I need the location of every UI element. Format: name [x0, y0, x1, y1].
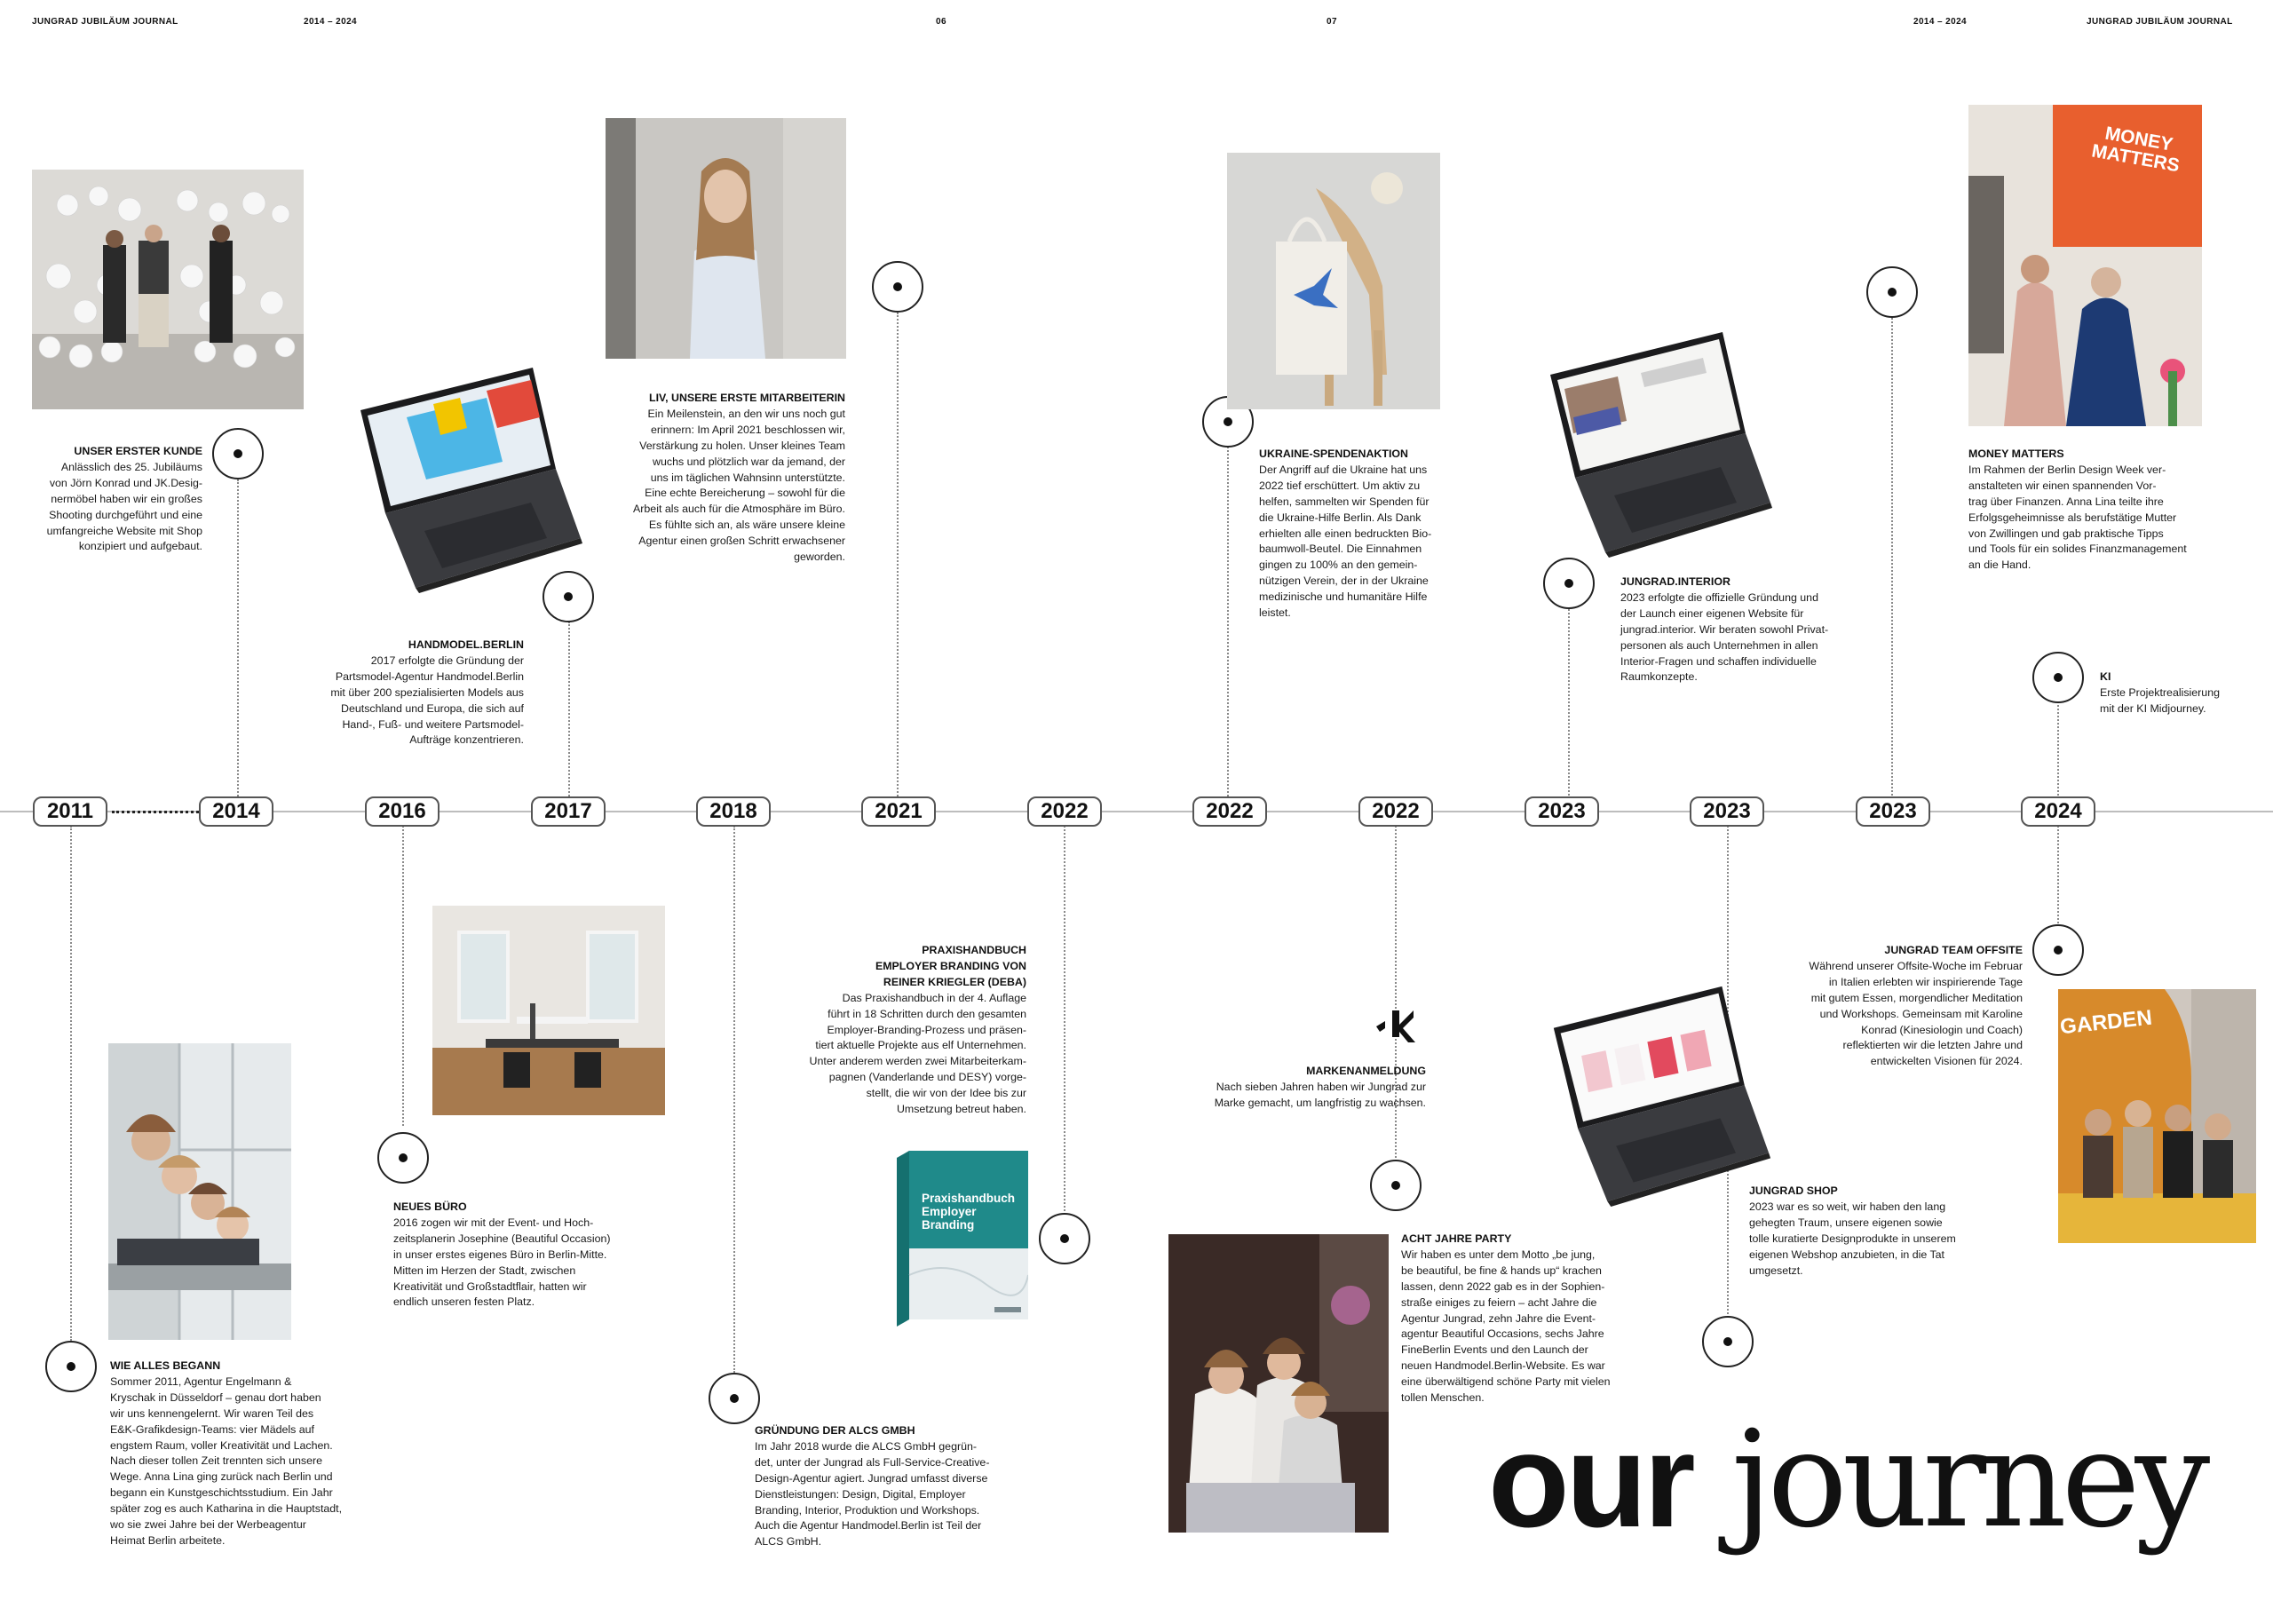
- book-title-text: Praxishandbuch Employer Branding: [922, 1192, 1016, 1232]
- year-2011: 2011: [33, 796, 107, 827]
- event-praxishandbuch: PRAXISHANDBUCH EMPLOYER BRANDING VON REINER KRIEGLER (DEBA) Das Praxishandbuch in der 4. Auflage führt in 18 Schritten durch den gesamten Employer-Branding-Prozess und präsen- tiert aktuelle Projekte aus elf Unternehmen. Unter anderem werden zwei Mitarbeiterkam- pagnen (Vanderlande und DESY) vorge- stellt, die wir von der Idee bis zur Umsetzung betreut haben.: [781, 943, 1026, 1118]
- connector-2024-ki: [2057, 701, 2059, 799]
- timeline-marker-icon: [709, 1373, 760, 1424]
- event-title: GRÜNDUNG DER ALCS GMBH: [755, 1424, 915, 1437]
- timeline-marker-icon: [45, 1341, 97, 1392]
- connector-2023-money: [1891, 318, 1893, 799]
- timeline-marker-icon: [1866, 266, 1918, 318]
- timeline-marker-icon: [1702, 1316, 1754, 1367]
- event-wie-alles-begann: WIE ALLES BEGANN Sommer 2011, Agentur Engelmann & Kryschak in Düsseldorf – genau dort haben wir uns kennengelernt. Wir waren Teil des E&K-Grafikdesign-Teams: vier Mädels auf engstem Raum, voller Kreativität und Lachen. Nach dieser tollen Zeit trennten sich unsere Wege. Anna Lina ging zurück nach Berlin und begann ein Kunstgeschichtsstudium. Ein Jahr später zog es auch Katharina in die Hauptstadt, wo sie zwei Jahre bei der Werbeagentur Heimat Berlin arbeitete.: [110, 1359, 359, 1549]
- jungrad-logo-icon: [1373, 1009, 1417, 1046]
- connector-2022-praxis: [1064, 826, 1065, 1215]
- photo-money-matters: [1968, 105, 2202, 426]
- event-neues-buero: NEUES BÜRO 2016 zogen wir mit der Event- und Hoch- zeitsplanerin Josephine (Beautiful Occasion) in unser erstes eigenes Büro in Berlin-Mitte. Mitten im Herzen der Stadt, zwischen Kreativität und Großstadtflair, hatten wir endlich unseren festen Platz.: [393, 1200, 633, 1311]
- event-jungrad-interior: JUNGRAD.INTERIOR 2023 erfolgte die offizielle Gründung und der Launch einer eigenen Website für jungrad.interior. Wir beraten sowohl Privat- personen als auch Unternehmen in allen Interior-Fragen und schaffen individuelle Raumkonzepte.: [1620, 574, 1851, 685]
- connector-2017: [568, 622, 570, 799]
- connector-2021: [897, 313, 899, 799]
- event-jungrad-shop: JUNGRAD SHOP 2023 war es so weit, wir haben den lang gehegten Traum, unsere eigenen sowie tolle kuratierte Designprodukte in unserem eigenen Webshop anzubieten, in die Tat umgesetzt.: [1749, 1184, 1989, 1279]
- event-title: LIV, UNSERE ERSTE MITARBEITERIN: [649, 392, 845, 404]
- connector-2018: [733, 826, 735, 1373]
- photo-four-girls-window: [108, 1043, 291, 1340]
- timeline-marker-icon: [377, 1132, 429, 1184]
- event-title: JUNGRAD TEAM OFFSITE: [1884, 944, 2023, 956]
- book-praxishandbuch: [897, 1151, 1028, 1327]
- event-title: EMPLOYER BRANDING VON: [875, 959, 1026, 972]
- timeline-marker-icon: [1039, 1213, 1090, 1264]
- garden-sign-text: GARDEN: [2058, 1005, 2154, 1040]
- connector-2011: [70, 826, 72, 1341]
- timeline-axis: [0, 811, 2273, 812]
- photo-new-office: [432, 906, 665, 1115]
- laptop-jungrad-shop: [1547, 982, 1774, 1208]
- event-liv-erste-mitarbeiterin: LIV, UNSERE ERSTE MITARBEITERIN Ein Meilenstein, an den wir uns noch gut erinnern: Im April 2021 beschlossen wir, Verstärkung zu holen. Unser kleines Team wuchs und plötzlich war da jemand, der uns im täglichen Wahnsinn unterstützte. Eine echte Bereicherung – sowohl für die Arbeit als auch für die Atmosphäre im Büro. Es fühlte sich an, als wäre unsere kleine Agentur einen großen Schritt erwachsener geworden.: [622, 391, 845, 566]
- timeline-marker-icon: [1370, 1160, 1422, 1211]
- photo-acht-jahre-party: [1168, 1234, 1389, 1533]
- photo-liv-portrait: [606, 118, 846, 359]
- connector-2022-ukraine: [1227, 444, 1229, 799]
- timeline-marker-icon: [872, 261, 923, 313]
- event-title: MONEY MATTERS: [1968, 448, 2064, 460]
- event-title: REINER KRIEGLER (DEBA): [883, 975, 1026, 988]
- event-title: NEUES BÜRO: [393, 1200, 467, 1213]
- event-money-matters: MONEY MATTERS Im Rahmen der Berlin Design Week ver- anstalteten wir einen spannenden Vor- trag über Finanzen. Anna Lina teilte ihre Erfolgsgeheimnisse als berufstätige Mutter von Zwillingen und gab praktische Tipps und Tools für ein solides Finanzmanagement an die Hand.: [1968, 447, 2208, 574]
- event-markenanmeldung: MARKENANMELDUNG Nach sieben Jahren haben wir Jungrad zur Marke gemacht, um langfristig zu wachsen.: [1154, 1064, 1426, 1112]
- timeline-marker-icon: [212, 428, 264, 479]
- event-title: UNSER ERSTER KUNDE: [74, 445, 202, 457]
- year-2017: 2017: [531, 796, 606, 827]
- year-2018: 2018: [696, 796, 771, 827]
- timeline-marker-icon: [2032, 652, 2084, 703]
- page-number-right: 07: [1327, 17, 1337, 27]
- year-2022-b: 2022: [1192, 796, 1267, 827]
- event-title: UKRAINE-SPENDENAKTION: [1259, 448, 1408, 460]
- year-2023-c: 2023: [1856, 796, 1930, 827]
- page-number-left: 06: [936, 17, 946, 27]
- photo-ukraine-tote-bag: [1227, 153, 1440, 409]
- header-journal-title-right: JUNGRAD JUBILÄUM JOURNAL: [2087, 17, 2233, 27]
- connector-2024-offsite: [2057, 826, 2059, 923]
- connector-2014: [237, 479, 239, 799]
- connector-2023-interior: [1568, 609, 1570, 799]
- title-our: our: [1488, 1406, 1692, 1555]
- event-title: MARKENANMELDUNG: [1306, 1065, 1426, 1077]
- timeline-marker-icon: [2032, 924, 2084, 976]
- timeline-marker-icon: [1543, 558, 1595, 609]
- event-title: WIE ALLES BEGANN: [110, 1359, 221, 1372]
- event-title: KI: [2100, 670, 2111, 683]
- header-journal-title-left: JUNGRAD JUBILÄUM JOURNAL: [32, 17, 178, 27]
- year-2023-b: 2023: [1690, 796, 1764, 827]
- header-years-right: 2014 – 2024: [1913, 17, 1968, 27]
- laptop-interior-website: [1543, 329, 1776, 558]
- event-title: HANDMODEL.BERLIN: [408, 638, 524, 651]
- event-title: JUNGRAD.INTERIOR: [1620, 575, 1730, 588]
- event-ki: KI Erste Projektrealisierung mit der KI Midjourney.: [2100, 669, 2269, 717]
- year-2022-c: 2022: [1358, 796, 1433, 827]
- event-title: ACHT JAHRE PARTY: [1401, 1232, 1512, 1245]
- event-unser-erster-kunde: UNSER ERSTER KUNDE Anlässlich des 25. Jubiläums von Jörn Konrad und JK.Desig- nermöbel haben wir ein großes Shooting durchgeführt und eine umfangreiche Website mit Shop konzipiert und aufgebaut.: [32, 444, 202, 555]
- event-title: JUNGRAD SHOP: [1749, 1184, 1838, 1197]
- year-2016: 2016: [365, 796, 440, 827]
- laptop-handmodel-website: [353, 364, 586, 593]
- photo-team-offsite: [2058, 989, 2256, 1243]
- year-2014: 2014: [199, 796, 273, 827]
- year-2022-a: 2022: [1027, 796, 1102, 827]
- photo-first-client-balloons: [32, 170, 304, 409]
- connector-2016: [402, 826, 404, 1126]
- event-acht-jahre-party: ACHT JAHRE PARTY Wir haben es unter dem Motto „be jung, be beautiful, be fine & hands up“ krachen lassen, denn 2022 gab es in der Sophien- straße einiges zu feiern – acht Jahre die Agentur Jungrad, zehn Jahre die Event- agentur Beautiful Occasions, sechs Jahre FineBerlin Events und den Launch der neuen Handmodel.Berlin-Website. Es war eine überwältigend schöne Party mit vielen tollen Menschen.: [1401, 1232, 1641, 1406]
- year-2024: 2024: [2021, 796, 2095, 827]
- year-2021: 2021: [861, 796, 936, 827]
- year-2023-a: 2023: [1525, 796, 1599, 827]
- event-ukraine-spendenaktion: UKRAINE-SPENDENAKTION Der Angriff auf die Ukraine hat uns 2022 tief erschüttert. Um aktiv zu helfen, sammelten wir Spenden für die Ukraine-Hilfe Berlin. Als Dank erhielten alle einen bedruckten Bio- baumwoll-Beutel. Die Einnahmen gingen zu 100% an den gemein- nützigen Verein, der in der Ukraine medizinische und humanitäre Hilfe leistet.: [1259, 447, 1454, 622]
- header-years-left: 2014 – 2024: [304, 17, 358, 27]
- title-journey: journey: [1731, 1403, 2206, 1557]
- event-team-offsite: JUNGRAD TEAM OFFSITE Während unserer Offsite-Woche im Februar in Italien erlebten wir inspirierende Tage mit gutem Essen, morgendlicher Meditation und Workshops. Gemeinsam mit Karoline Konrad (Kinesiologin und Coach) reflektierten wir die letzten Jahre und entwickelten Visionen für 2024.: [1749, 943, 2023, 1070]
- event-handmodel-berlin: HANDMODEL.BERLIN 2017 erfolgte die Gründung der Partsmodel-Agentur Handmodel.Berlin mit über 200 spezialisierten Models aus Deutschland und Europa, die sich auf Hand-, Fuß- und weitere Partsmodel- Aufträge konzentrieren.: [302, 638, 524, 749]
- event-gruendung-alcs: GRÜNDUNG DER ALCS GMBH Im Jahr 2018 wurde die ALCS GmbH gegrün- det, unter der Jungrad als Full-Service-Creative- Design-Agentur agiert. Jungrad umfasst diverse Dienstleistungen: Design, Digital, Employer Branding, Interior, Produktion und Workshops. Auch die Agentur Handmodel.Berlin ist Teil der ALCS GmbH.: [755, 1423, 1012, 1550]
- timeline-dotted-gap: [112, 811, 199, 813]
- money-matters-sign-text: MONEY MATTERS: [2089, 123, 2182, 177]
- event-title: PRAXISHANDBUCH: [922, 944, 1026, 956]
